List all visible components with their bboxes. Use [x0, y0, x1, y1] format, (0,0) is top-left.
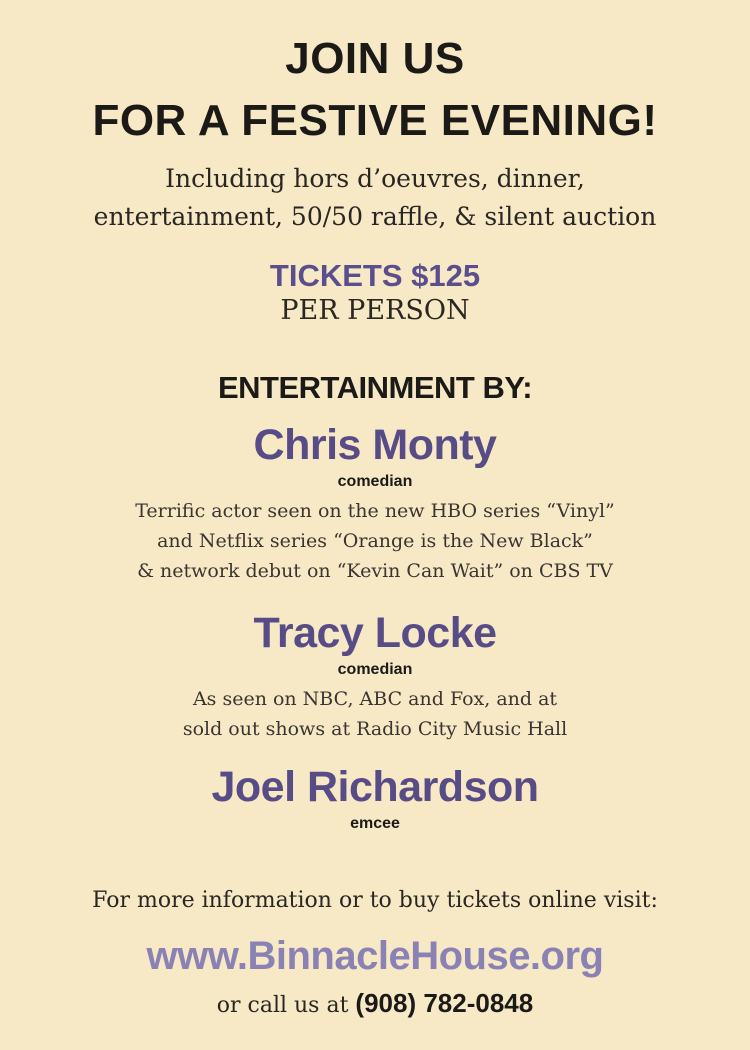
phone-number[interactable]: (908) 782-0848: [355, 988, 534, 1018]
performer-description-line: As seen on NBC, ABC and Fox, and at: [192, 688, 558, 710]
headline: [0, 0, 750, 152]
performer-description-line: and Netflix series “Orange is the New Black”: [157, 530, 593, 552]
performer-role: comedian: [337, 473, 413, 490]
performer-role: emcee: [350, 815, 400, 832]
website-link[interactable]: www.BinnacleHouse.org: [146, 934, 604, 978]
call-line: [0, 988, 750, 1019]
entertainment-heading: ENTERTAINMENT BY:: [217, 370, 533, 405]
event-description-line-2: entertainment, 50/50 raffle, & silent auction: [93, 202, 657, 231]
performer-chris-monty: [0, 420, 750, 586]
event-description: [0, 160, 750, 236]
performer-joel-richardson: [0, 762, 750, 834]
headline-line-2: FOR A FESTIVE EVENING!: [92, 96, 658, 145]
performer-tracy-locke: [0, 608, 750, 744]
ticket-unit: PER PERSON: [280, 295, 470, 326]
performer-name: Tracy Locke: [253, 609, 497, 657]
performer-role: comedian: [337, 661, 413, 678]
performer-description-line: sold out shows at Radio City Music Hall: [182, 718, 568, 740]
performer-description-line: & network debut on “Kevin Can Wait” on CBS TV: [137, 560, 613, 582]
more-info-text: For more information or to buy tickets online visit:: [92, 888, 658, 913]
event-description-line-1: Including hors d’oeuvres, dinner,: [165, 164, 585, 193]
performer-description-line: Terrific actor seen on the new HBO series “Vinyl”: [135, 500, 615, 522]
call-text: or call us at: [216, 993, 349, 1018]
performer-name: Chris Monty: [253, 421, 497, 469]
headline-line-1: JOIN US: [285, 34, 465, 83]
performer-description: [0, 496, 750, 586]
ticket-price: TICKETS $125: [269, 258, 481, 293]
performer-description: [0, 684, 750, 744]
performer-name: Joel Richardson: [211, 763, 539, 811]
